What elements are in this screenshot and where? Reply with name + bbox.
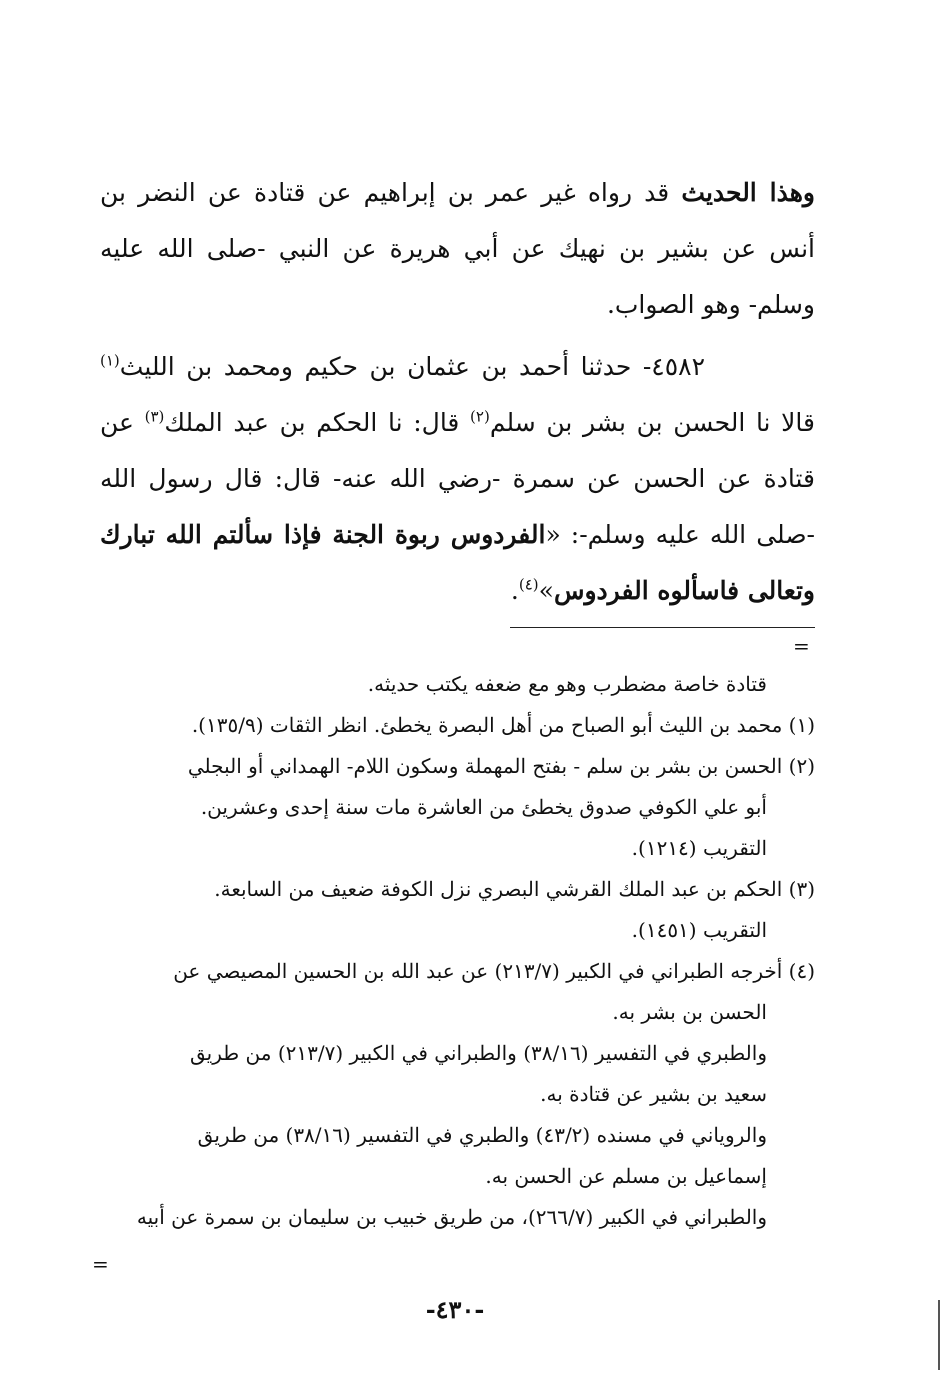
footnote-2-line-1: (٢) الحسن بن بشر بن سلم - بفتح المهملة وسكون اللام- الهمداني أو البجلي bbox=[187, 754, 815, 778]
footnote-4-line-5: والروياني في مسنده (٤٣/٢) والطبري في التفسير (٣٨/١٦) من طريق bbox=[197, 1123, 767, 1147]
footnote-4-line-1: (٤) أخرجه الطبراني في الكبير (٢١٣/٧) عن عبد الله بن الحسين المصيصي عن bbox=[173, 959, 815, 983]
isnad-text-4: عن قتادة عن الحسن عن سمرة -رضي الله عنه- قال: قال رسول الله -صلى الله عليه وسلم-: « bbox=[100, 408, 815, 549]
footnote-1: (١) محمد بن الليث أبو الصباح من أهل البصرة يخطئ. انظر الثقات (١٣٥/٩). bbox=[191, 713, 815, 737]
isnad-text-1: ٤٥٨٢- حدثنا أحمد بن عثمان بن حكيم ومحمد بن الليث bbox=[119, 352, 705, 381]
footnote-ref-4: (٤) bbox=[518, 575, 539, 594]
paragraph-hadith-4582 bbox=[100, 339, 815, 619]
closing-quote: » bbox=[538, 576, 554, 605]
final-period: . bbox=[510, 576, 519, 605]
paragraph-hadith-note bbox=[100, 165, 815, 333]
footnote-4-line-4: سعيد بن بشير عن قتادة به. bbox=[540, 1082, 767, 1106]
footnote-4-line-2: الحسن بن بشر به. bbox=[612, 1000, 767, 1024]
paragraph-lead-bold: وهذا الحديث bbox=[681, 178, 815, 207]
footnote-3-line-2: التقريب (١٤٥١). bbox=[631, 918, 767, 942]
footnote-carry-over: قتادة خاصة مضطرب وهو مع ضعفه يكتب حديثه. bbox=[367, 672, 767, 696]
footnotes bbox=[100, 664, 815, 1238]
footnote-4-line-3: والطبري في التفسير (٣٨/١٦) والطبراني في الكبير (٢١٣/٧) من طريق bbox=[189, 1041, 767, 1065]
isnad-text-2: قالا نا الحسن بن بشر بن سلم bbox=[489, 408, 815, 437]
page-edge-line bbox=[938, 1300, 940, 1370]
continuation-mark-top: = bbox=[793, 634, 810, 658]
footnote-4-line-6: إسماعيل بن مسلم عن الحسن به. bbox=[485, 1164, 767, 1188]
page-number: -٤٣٠- bbox=[425, 1295, 485, 1324]
footnote-ref-3: (٣) bbox=[144, 407, 165, 426]
footnote-ref-1: (١) bbox=[100, 351, 120, 370]
paragraph-text: قد رواه غير عمر بن إبراهيم عن قتادة عن النضر بن أنس عن بشير بن نهيك عن أبي هريرة عن النبي -صلى الله عليه وسلم- وهو الصواب. bbox=[100, 178, 815, 319]
isnad-text-3: قال: نا الحكم بن عبد الملك bbox=[164, 408, 471, 437]
footnote-3-line-1: (٣) الحكم بن عبد الملك القرشي البصري نزل الكوفة ضعيف من السابعة. bbox=[214, 877, 815, 901]
footnote-2-line-2: أبو علي الكوفي صدوق يخطئ من العاشرة مات سنة إحدى وعشرين. bbox=[200, 795, 767, 819]
footnote-separator bbox=[510, 627, 815, 628]
footnote-2-line-3: التقريب (١٢١٤). bbox=[631, 836, 767, 860]
continuation-mark-bottom: = bbox=[92, 1252, 109, 1276]
footnote-4-line-7: والطبراني في الكبير (٢٦٦/٧)، من طريق خبيب بن سليمان بن سمرة عن أبيه bbox=[136, 1205, 767, 1229]
hadith-matn-bold: الفردوس ربوة الجنة فإذا سألتم الله تبارك وتعالى فاسألوه الفردوس bbox=[100, 520, 815, 605]
footnote-ref-2: (٢) bbox=[470, 407, 490, 426]
main-text bbox=[100, 165, 815, 619]
